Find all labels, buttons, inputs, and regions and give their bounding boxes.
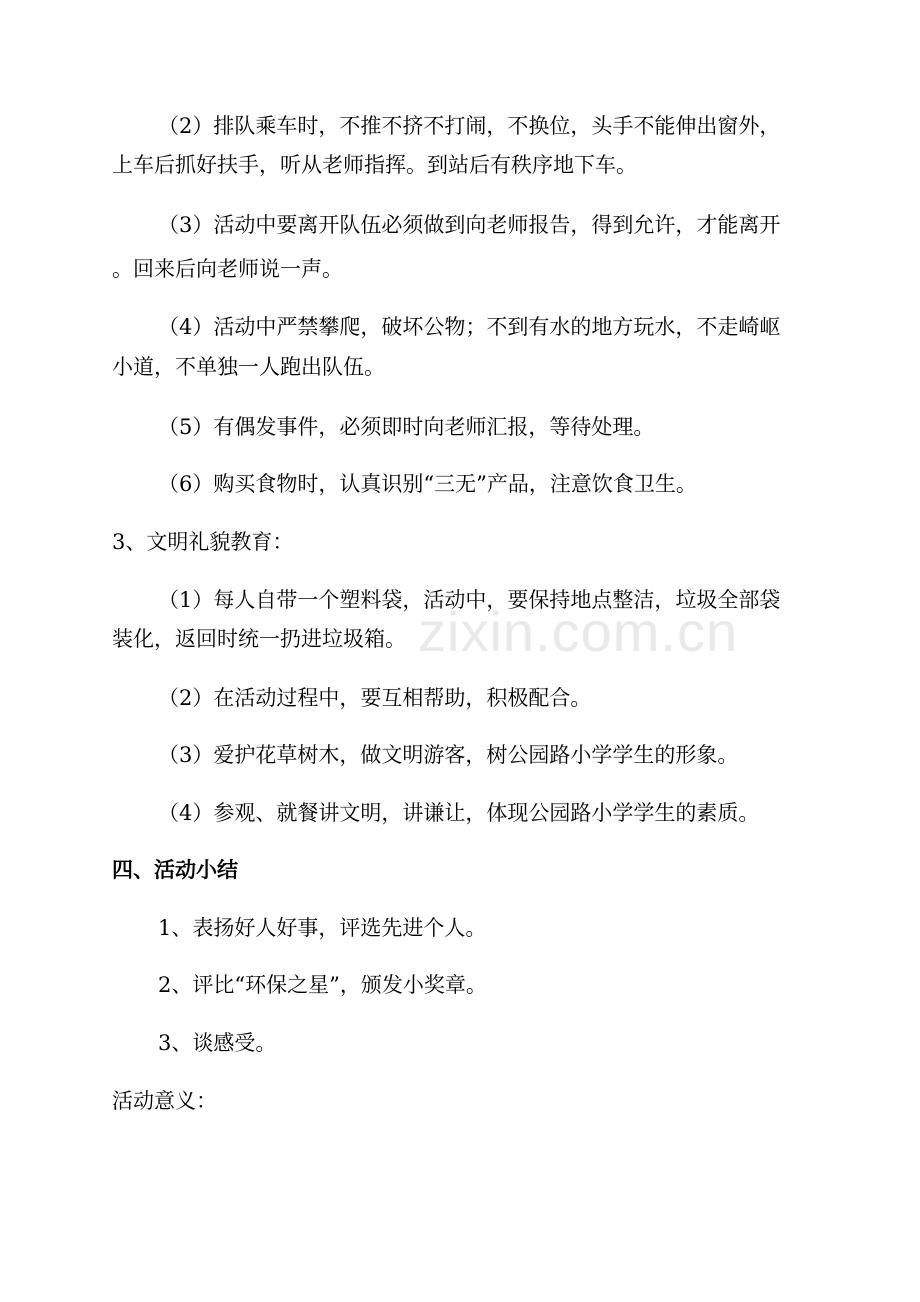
paragraph-line: 。回来后向老师说一声。 bbox=[112, 257, 343, 281]
paragraph-line: （2）排队乘车时，不推不挤不打闹，不换位，头手不能伸出窗外， bbox=[158, 114, 781, 138]
paragraph-line: （2）在活动过程中，要互相帮助，积极配合。 bbox=[158, 686, 592, 710]
paragraph-line: 1、表扬好人好事，评选先进个人。 bbox=[158, 916, 487, 940]
watermark: zixin.com.cn bbox=[418, 600, 739, 663]
paragraph-line: 装化，返回时统一扔进垃圾箱。 bbox=[112, 627, 406, 651]
section-heading: 四、活动小结 bbox=[112, 857, 238, 882]
paragraph-line: 3、谈感受。 bbox=[158, 1031, 277, 1055]
paragraph-line: 小道，不单独一人跑出队伍。 bbox=[112, 355, 385, 379]
section-subheading: 3、文明礼貌教育： bbox=[112, 530, 294, 554]
paragraph-line: （6）购买食物时，认真识别“三无”产品，注意饮食卫生。 bbox=[158, 472, 697, 496]
paragraph-line: 2、评比“环保之星”，颁发小奖章。 bbox=[158, 973, 487, 997]
paragraph-line: （4）参观、就餐讲文明，讲谦让，体现公园路小学学生的素质。 bbox=[158, 801, 760, 825]
paragraph-line: （4）活动中严禁攀爬，破坏公物；不到有水的地方玩水，不走崎岖 bbox=[158, 315, 781, 339]
paragraph-line: （1）每人自带一个塑料袋，活动中，要保持地点整洁，垃圾全部袋 bbox=[158, 588, 781, 612]
paragraph-line: （3）爱护花草树木，做文明游客，树公园路小学学生的形象。 bbox=[158, 743, 739, 767]
paragraph-line: （5）有偶发事件，必须即时向老师汇报，等待处理。 bbox=[158, 415, 655, 439]
paragraph-line: （3）活动中要离开队伍必须做到向老师报告，得到允许，才能离开 bbox=[158, 213, 781, 237]
section-subheading: 活动意义： bbox=[112, 1089, 217, 1113]
paragraph-line: 上车后抓好扶手，听从老师指挥。到站后有秩序地下车。 bbox=[112, 153, 637, 177]
